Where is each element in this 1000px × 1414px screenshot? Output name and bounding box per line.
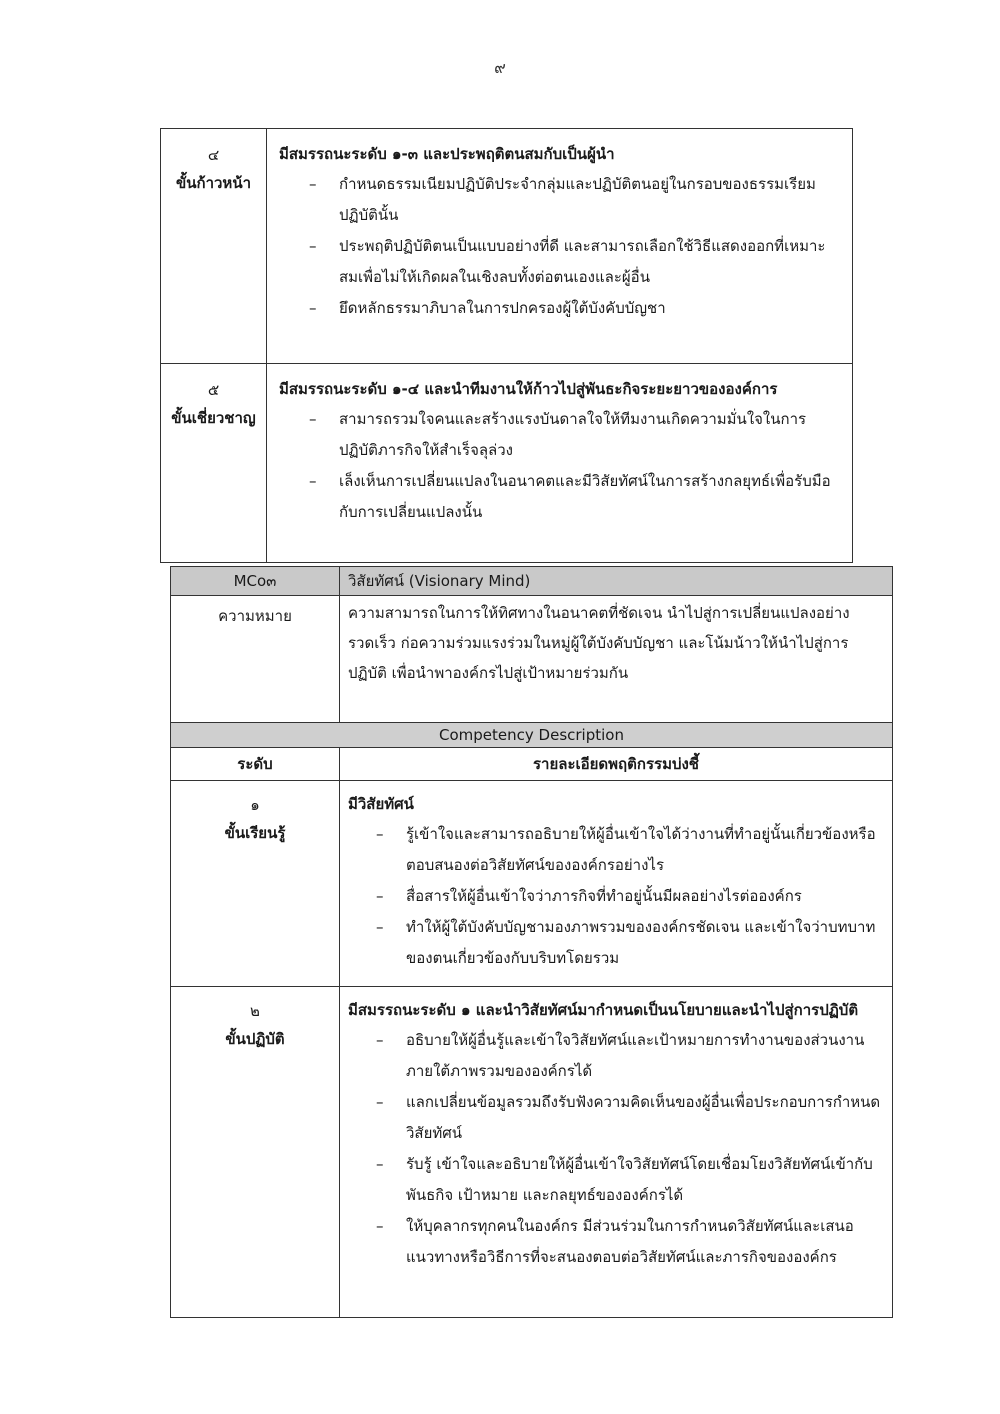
behavior-cell (267, 129, 853, 364)
level-heading: มีสมรรถนะระดับ ๑ และนำวิสัยทัศน์มากำหนดเป็นนโยบายและนำไปสู่การปฏิบัติ (348, 1001, 859, 1019)
behavior-item: – ให้บุคลากรทุกคนในองค์กร มีส่วนร่วมในการกำหนดวิสัยทัศน์และเสนอแนวทางหรือวิธีการที่จะสนองตอบต่อวิสัยทัศน์และภารกิจขององค์กร (376, 1211, 884, 1273)
competency-table-continued (160, 128, 853, 563)
behavior-list (279, 169, 840, 324)
level-name: ขั้นเรียนรู้ (224, 824, 286, 842)
meaning-label: ความหมาย (171, 596, 340, 723)
behavior-cell (340, 781, 893, 987)
column-header-row (171, 748, 893, 781)
behavior-list (348, 819, 884, 974)
level-cell (161, 129, 267, 364)
meaning-row (171, 596, 893, 723)
competency-code: MCo๓ (171, 567, 340, 596)
level-row-2 (171, 987, 893, 1318)
behavior-item: – กำหนดธรรมเนียมปฏิบัติประจำกลุ่มและปฏิบัติตนอยู่ในกรอบของธรรมเรียมปฏิบัตินั้น (309, 169, 840, 231)
level-row-5 (161, 364, 853, 563)
behavior-item: – ทำให้ผู้ใต้บังคับบัญชามองภาพรวมขององค์กรชัดเจน และเข้าใจว่าบทบาทของตนเกี่ยวข้องกับบริบทโดยรวม (376, 912, 884, 974)
column-header-level: ระดับ (171, 748, 340, 781)
level-name: ขั้นเชี่ยวชาญ (171, 409, 256, 427)
level-row-1 (171, 781, 893, 987)
behavior-cell (340, 987, 893, 1318)
behavior-item: – รับรู้ เข้าใจและอธิบายให้ผู้อื่นเข้าใจวิสัยทัศน์โดยเชื่อมโยงวิสัยทัศน์เข้ากับพันธกิจ เป้าหมาย และกลยุทธ์ขององค์กรได้ (376, 1149, 884, 1211)
level-heading: มีสมรรถนะระดับ ๑-๔ และนำทีมงานให้ก้าวไปสู่พันธะกิจระยะยาวขององค์การ (279, 380, 778, 398)
competency-title: วิสัยทัศน์ (Visionary Mind) (340, 567, 893, 596)
section-header-row (171, 723, 893, 748)
level-cell (171, 987, 340, 1318)
level-number: ๑ (250, 796, 260, 814)
behavior-item: – ประพฤติปฏิบัติตนเป็นแบบอย่างที่ดี และสามารถเลือกใช้วิธีแสดงออกที่เหมาะสมเพื่อไม่ให้เกิดผลในเชิงลบทั้งต่อตนเองและผู้อื่น (309, 231, 840, 293)
section-header: Competency Description (171, 723, 893, 748)
behavior-list (279, 404, 840, 528)
level-name: ขั้นก้าวหน้า (176, 174, 251, 192)
behavior-cell (267, 364, 853, 563)
behavior-item: – สามารถรวมใจคนและสร้างแรงบันดาลใจให้ทีมงานเกิดความมั่นใจในการปฏิบัติภารกิจให้สำเร็จลุล่วง (309, 404, 840, 466)
level-name: ขั้นปฏิบัติ (225, 1030, 285, 1048)
level-number: ๒ (250, 1002, 260, 1020)
level-cell (161, 364, 267, 563)
level-number: ๔ (207, 146, 220, 164)
level-heading: มีสมรรถนะระดับ ๑-๓ และประพฤติตนสมกับเป็นผู้นำ (279, 145, 615, 163)
behavior-item: – รู้เข้าใจและสามารถอธิบายให้ผู้อื่นเข้าใจได้ว่างานที่ทำอยู่นั้นเกี่ยวข้องหรือตอบสนองต่อวิสัยทัศน์ขององค์กรอย่างไร (376, 819, 884, 881)
behavior-item: – ยึดหลักธรรมาภิบาลในการปกครองผู้ใต้บังคับบัญชา (309, 293, 840, 324)
behavior-item: – แลกเปลี่ยนข้อมูลรวมถึงรับฟังความคิดเห็นของผู้อื่นเพื่อประกอบการกำหนดวิสัยทัศน์ (376, 1087, 884, 1149)
behavior-item: – สื่อสารให้ผู้อื่นเข้าใจว่าภารกิจที่ทำอยู่นั้นมีผลอย่างไรต่อองค์กร (376, 881, 884, 912)
level-heading: มีวิสัยทัศน์ (348, 795, 414, 813)
meaning-text: ความสามารถในการให้ทิศทางในอนาคตที่ชัดเจน นำไปสู่การเปลี่ยนแปลงอย่างรวดเร็ว ก่อความร่วมแรงร่วมในหมู่ผู้ใต้บังคับบัญชา และโน้มน้าวให้นำไปสู่การปฏิบัติ เพื่อนำพาองค์กรไปสู่เป้าหมายร่วมกัน (340, 596, 893, 723)
level-cell (171, 781, 340, 987)
competency-table-visionary-mind (170, 566, 893, 1318)
behavior-item: – เล็งเห็นการเปลี่ยนแปลงในอนาคตและมีวิสัยทัศน์ในการสร้างกลยุทธ์เพื่อรับมือกับการเปลี่ยนแปลงนั้น (309, 466, 840, 528)
level-row-4 (161, 129, 853, 364)
behavior-item: – อธิบายให้ผู้อื่นรู้และเข้าใจวิสัยทัศน์และเป้าหมายการทำงานของส่วนงานภายใต้ภาพรวมขององค์กรได้ (376, 1025, 884, 1087)
behavior-list (348, 1025, 884, 1273)
competency-header-row (171, 567, 893, 596)
column-header-detail: รายละเอียดพฤติกรรมบ่งชี้ (340, 748, 893, 781)
page-number: ๙ (494, 58, 506, 77)
level-number: ๕ (207, 381, 220, 399)
